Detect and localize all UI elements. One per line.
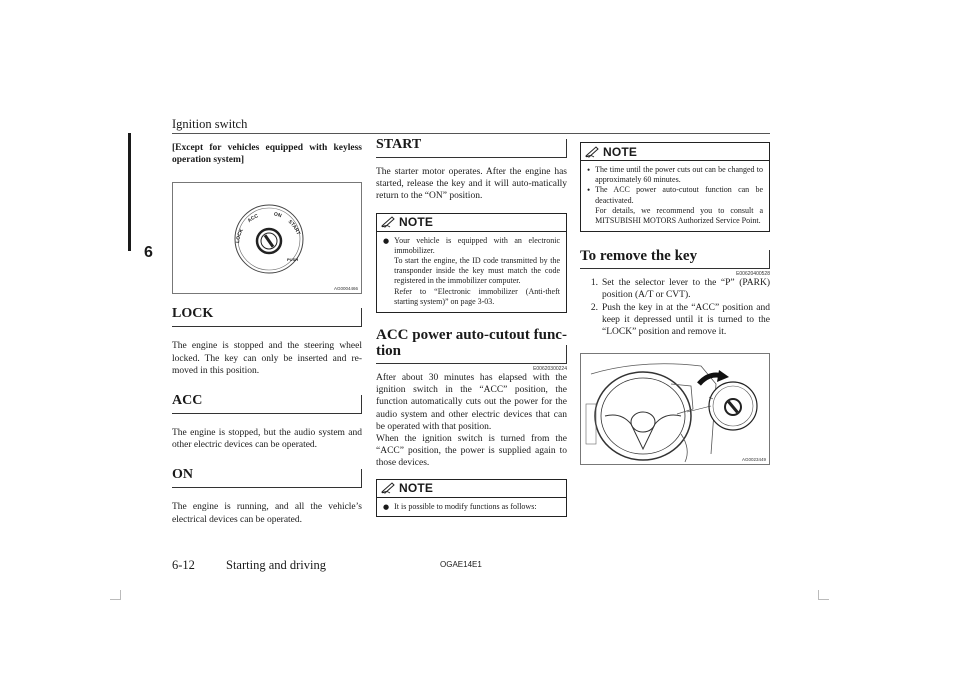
switch-label-acc: ACC — [246, 213, 260, 225]
section-code: E00620400528 — [736, 271, 770, 278]
bullet-icon: ● — [383, 502, 390, 511]
note-box-modify — [376, 479, 567, 517]
acc-cutout-text-1: After about 30 minutes has elapsed with the ignition switch in the “ACC” position, the function automatically cuts out the power for the audio system and other electric devices that can be operated with that position. — [376, 373, 567, 432]
note-item: • The time until the power cuts out can be changed to approximately 60 minutes. — [587, 165, 763, 185]
note-header — [581, 143, 769, 161]
switch-label-on: ON — [273, 211, 283, 220]
column-2 — [376, 137, 567, 517]
note-header — [377, 214, 566, 232]
start-description: The starter motor operates. After the engine has started, release the key and it will auto-matically return to the “ON” position. — [376, 167, 567, 202]
note-item: • The ACC power auto-cutout function can be deactivated. For details, we recommend you to consult a MITSUBISHI MOTORS Authorized Service Point. — [587, 185, 763, 226]
bullet-icon: ● — [383, 236, 390, 245]
dashboard-illustration — [581, 354, 770, 464]
keyless-exception-note: [Except for vehicles equipped with keyless operation system] — [172, 143, 362, 166]
section-heading-acc-cutout: ACC power auto-cutout func-tion — [376, 327, 567, 364]
pen-icon — [585, 146, 599, 158]
page-header-title: Ignition switch — [172, 117, 248, 131]
note-label: NOTE — [399, 481, 434, 496]
note-item-text: The time until the power cuts out can be changed to approximately 60 minutes. — [595, 165, 763, 185]
figure-code: AG0004466 — [333, 286, 358, 292]
acc-description: The engine is stopped, but the audio system and other electric devices can be operated. — [172, 428, 362, 451]
switch-label-lock: LOCK — [235, 228, 245, 244]
ignition-switch-figure — [172, 182, 362, 294]
crop-mark — [120, 590, 121, 600]
chapter-tab-bar — [128, 133, 131, 251]
dashboard-key-figure — [580, 353, 770, 465]
remove-key-steps — [580, 277, 770, 338]
column-3 — [580, 142, 770, 465]
note-label: NOTE — [399, 215, 434, 230]
ignition-switch-illustration — [173, 183, 362, 293]
switch-label-start: START — [286, 219, 302, 237]
section-heading-acc: ACC — [172, 393, 362, 414]
step-item: 2. Push the key in at the “ACC” position and keep it depressed until it is turned to the “LOCK” position and remove it. — [590, 302, 770, 338]
footer-section-title: Starting and driving — [226, 558, 326, 572]
section-heading-on: ON — [172, 467, 362, 488]
note-header — [377, 480, 566, 498]
pen-icon — [381, 216, 395, 228]
note-immobilizer-text: Your vehicle is equipped with an electronic immobilizer. To start the engine, the ID code transmitted by the transponder inside the key must match the code registered in the immobilizer computer. Refer to “Electronic immobilizer (Anti-theft starting system)” on page 3-03. — [394, 235, 560, 306]
figure-code: AG0023449 — [741, 457, 766, 463]
header-rule — [172, 133, 770, 134]
acc-cutout-text-2: When the ignition switch is turned from the “ACC” position, the power is supplied again to those devices. — [376, 434, 567, 469]
on-description: The engine is running, and all the vehicle’s electrical devices can be operated. — [172, 502, 362, 525]
note-modify-text: It is possible to modify functions as follows: — [394, 501, 537, 511]
chapter-tab-number: 6 — [144, 244, 153, 261]
crop-mark — [819, 599, 829, 600]
switch-label-push: PUSH — [287, 257, 299, 263]
note-item-text: The ACC power auto-cutout function can be deactivated. For details, we recommend you to consult a MITSUBISHI MOTORS Authorized Service Point. — [595, 185, 763, 226]
section-heading-start: START — [376, 137, 567, 158]
section-heading-lock: LOCK — [172, 306, 362, 327]
note-box-options — [580, 142, 770, 232]
column-1 — [172, 142, 362, 526]
note-box-immobilizer — [376, 213, 567, 313]
note-label: NOTE — [603, 144, 638, 159]
pen-icon — [381, 482, 395, 494]
section-code: E00620300224 — [533, 366, 567, 373]
crop-mark — [110, 599, 120, 600]
step-item: 1. Set the selector lever to the “P” (PARK) position (A/T or CVT). — [590, 278, 770, 301]
footer-page-number: 6-12 — [172, 558, 195, 572]
footer-document-code: OGAE14E1 — [440, 560, 482, 569]
section-heading-remove-key: To remove the key — [580, 248, 770, 269]
lock-description: The engine is stopped and the steering wheel locked. The key can only be inserted and re-moved in this position. — [172, 341, 362, 376]
